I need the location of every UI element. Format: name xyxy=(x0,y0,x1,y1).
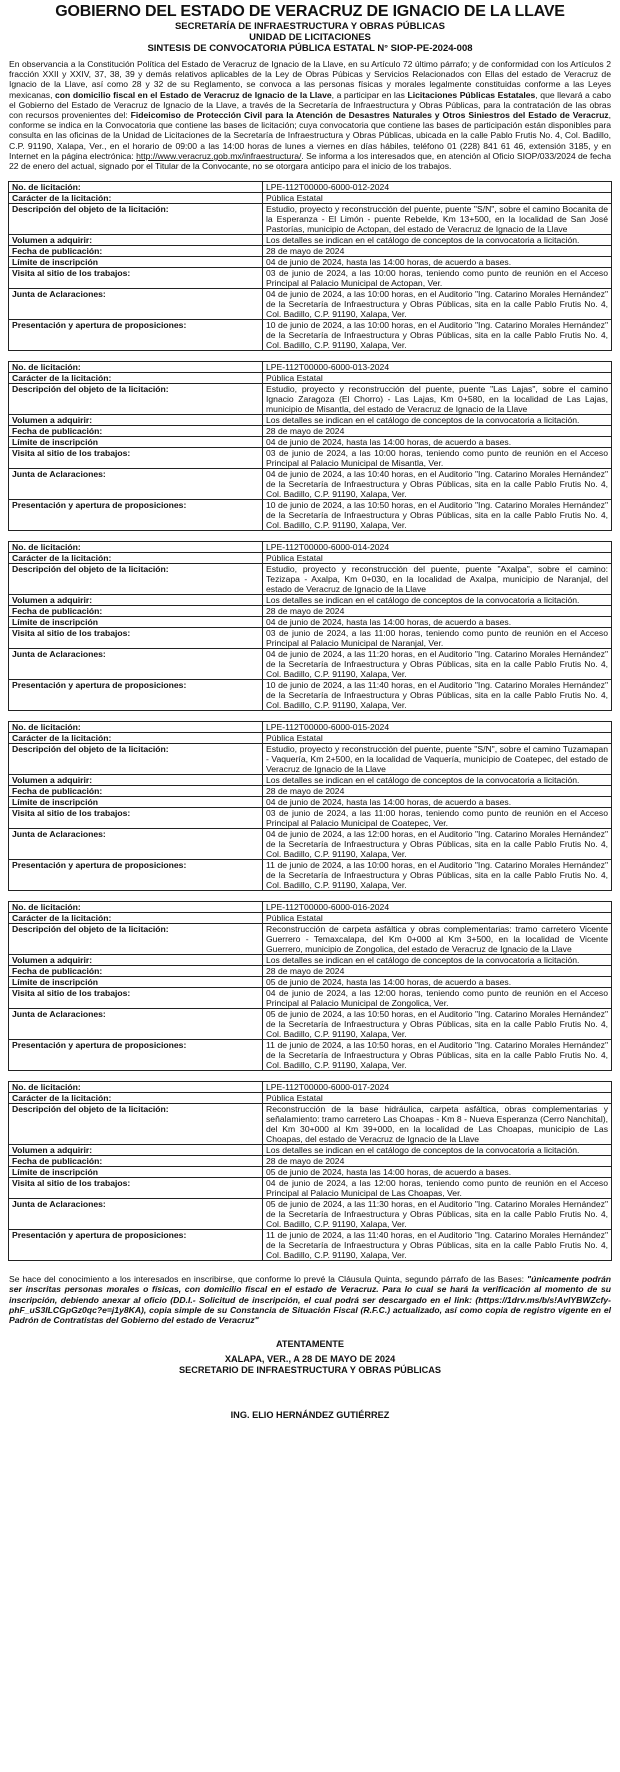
field-label-junta: Junta de Aclaraciones: xyxy=(9,1199,263,1230)
field-label-presentacion: Presentación y apertura de proposiciones: xyxy=(9,320,263,351)
field-label-junta: Junta de Aclaraciones: xyxy=(9,289,263,320)
licitacion-table xyxy=(8,901,612,1071)
intro-bold: Licitaciones Públicas Estatales xyxy=(407,89,536,100)
table-row xyxy=(9,1009,612,1040)
infraestructura-link[interactable]: http://www.veracruz.gob.mx/infraestructura/ xyxy=(136,150,302,161)
field-label-junta: Junta de Aclaraciones: xyxy=(9,649,263,680)
licitacion-table xyxy=(8,1081,612,1261)
field-label-caracter: Carácter de la licitación: xyxy=(9,913,263,924)
field-value-volumen: Los detalles se indican en el catálogo de conceptos de la convocatoria a licitación. xyxy=(263,955,612,966)
intro-text: En observancia a la Constitución Política del Estado de Veracruz de Ignacio de la Llave, en su Artículo 72 último párrafo; y de conformidad con los Artículos 2 fracción XXII y XXIV, 37, 38, 39 y demás relativos aplicables de la Ley de Obras Púbicas y Servicios Relacionados con Ellas del estado de Veracruz de Ignacio de la Llave, así como 28 y 32 de su Reglamento, se convoca a las personas físicas y morales legalmente constituidas conforme a las Leyes mexicanas, xyxy=(9,59,611,100)
table-row xyxy=(9,362,612,373)
field-value-visita: 03 de junio de 2024, a las 10:00 horas, teniendo como punto de reunión en el Acceso Principal al Palacio Municipal de Misantla, Ver. xyxy=(263,448,612,469)
table-row xyxy=(9,289,612,320)
table-row xyxy=(9,1199,612,1230)
licitacion-table xyxy=(8,541,612,711)
table-row xyxy=(9,1104,612,1145)
table-row xyxy=(9,235,612,246)
secretaria-heading: SECRETARÍA DE INFRAESTRUCTURA Y OBRAS PÚBLICAS xyxy=(174,21,446,32)
table-row xyxy=(9,469,612,500)
closing-text: Se hace del conocimiento a los interesados en inscribirse, que conforme lo prevé la Cláusula Quinta, segundo párrafo de las Bases: xyxy=(9,1274,528,1285)
field-value-caracter: Pública Estatal xyxy=(263,733,612,744)
table-row xyxy=(9,268,612,289)
table-row xyxy=(9,542,612,553)
table-row xyxy=(9,628,612,649)
field-label-presentacion: Presentación y apertura de proposiciones: xyxy=(9,1040,263,1071)
table-row xyxy=(9,829,612,860)
field-value-limite: 04 de junio de 2024, hasta las 14:00 horas, de acuerdo a bases. xyxy=(263,797,612,808)
field-label-caracter: Carácter de la licitación: xyxy=(9,193,263,204)
intro-bold: Fideicomiso de Protección Civil para la Atención de Desastres Naturales y Otros Siniestros del Estado de Veracruz xyxy=(130,110,609,121)
field-value-presentacion: 10 de junio de 2024, a las 10:00 horas, en el Auditorio "Ing. Catarino Morales Hernández" de la Secretaría de Infraestructura y Obras Públicas, sita en la calle Pablo Frutis No. 4, Col. Badillo, C.P. 91190, Xalapa, Ver. xyxy=(263,320,612,351)
field-label-caracter: Carácter de la licitación: xyxy=(9,553,263,564)
signer-title: SECRETARIO DE INFRAESTRUCTURA Y OBRAS PÚBLICAS xyxy=(178,1365,442,1376)
table-row xyxy=(9,1156,612,1167)
field-label-visita: Visita al sitio de los trabajos: xyxy=(9,1178,263,1199)
field-value-limite: 05 de junio de 2024, hasta las 14:00 horas, de acuerdo a bases. xyxy=(263,977,612,988)
intro-paragraph xyxy=(9,59,611,171)
field-value-visita: 04 de junio de 2024, a las 12:00 horas, teniendo como punto de reunión en el Acceso Principal al Palacio Municipal de Zongolica, Ver. xyxy=(263,988,612,1009)
field-label-junta: Junta de Aclaraciones: xyxy=(9,1009,263,1040)
field-value-descripcion: Reconstrucción de la base hidráulica, carpeta asfáltica, obras complementarias y señalamiento: tramo carretero Las Choapas - Km 8 - Nueva Esperanza (Cerro Nanchital), del Km 30+000 al Km 39+000, en la localidad de Las Choapas, municipio de Las Choapas, del estado de Veracruz de Ignacio de la Llave xyxy=(263,1104,612,1145)
field-label-no: No. de licitación: xyxy=(9,902,263,913)
table-row xyxy=(9,426,612,437)
table-row xyxy=(9,902,612,913)
field-value-limite: 04 de junio de 2024, hasta las 14:00 horas, de acuerdo a bases. xyxy=(263,257,612,268)
table-row xyxy=(9,384,612,415)
field-label-descripcion: Descripción del objeto de la licitación: xyxy=(9,204,263,235)
field-label-volumen: Volumen a adquirir: xyxy=(9,955,263,966)
table-row xyxy=(9,1040,612,1071)
table-row xyxy=(9,649,612,680)
field-label-visita: Visita al sitio de los trabajos: xyxy=(9,268,263,289)
field-value-no: LPE-112T00000-6000-014-2024 xyxy=(263,542,612,553)
field-label-limite: Límite de inscripción xyxy=(9,1167,263,1178)
field-value-caracter: Pública Estatal xyxy=(263,913,612,924)
field-value-junta: 04 de junio de 2024, a las 10:00 horas, en el Auditorio "Ing. Catarino Morales Hernández" de la Secretaría de Infraestructura y Obras Públicas, sita en la calle Pablo Frutis No. 4, Col. Badillo, C.P. 91190, Xalapa, Ver. xyxy=(263,289,612,320)
table-row xyxy=(9,204,612,235)
field-label-descripcion: Descripción del objeto de la licitación: xyxy=(9,564,263,595)
licitacion-table xyxy=(8,721,612,891)
table-row xyxy=(9,860,612,891)
field-value-presentacion: 10 de junio de 2024, a las 10:50 horas, en el Auditorio "Ing. Catarino Morales Hernández" de la Secretaría de Infraestructura y Obras Públicas, sita en la calle Pablo Frutis No. 4, Col. Badillo, C.P. 91190, Xalapa, Ver. xyxy=(263,500,612,531)
field-value-caracter: Pública Estatal xyxy=(263,193,612,204)
field-value-volumen: Los detalles se indican en el catálogo de conceptos de la convocatoria a licitación. xyxy=(263,415,612,426)
field-label-fecha: Fecha de publicación: xyxy=(9,426,263,437)
field-label-visita: Visita al sitio de los trabajos: xyxy=(9,628,263,649)
table-row xyxy=(9,988,612,1009)
licitacion-table xyxy=(8,361,612,531)
field-label-volumen: Volumen a adquirir: xyxy=(9,235,263,246)
intro-text: , que llevará a cabo el Gobierno del Estado de Veracruz de Ignacio de la Llave, a través de la Secretaría de Infraestructura y Obras Públicas, para la contratación de las obras con recursos provenientes del: xyxy=(9,89,612,121)
field-value-fecha: 28 de mayo de 2024 xyxy=(263,1156,612,1167)
field-value-volumen: Los detalles se indican en el catálogo de conceptos de la convocatoria a licitación. xyxy=(263,595,612,606)
field-value-limite: 04 de junio de 2024, hasta las 14:00 horas, de acuerdo a bases. xyxy=(263,617,612,628)
field-value-limite: 05 de junio de 2024, hasta las 14:00 horas, de acuerdo a bases. xyxy=(263,1167,612,1178)
field-label-volumen: Volumen a adquirir: xyxy=(9,595,263,606)
field-value-no: LPE-112T00000-6000-013-2024 xyxy=(263,362,612,373)
table-row xyxy=(9,1178,612,1199)
table-row xyxy=(9,606,612,617)
table-row xyxy=(9,1093,612,1104)
intro-text: . Se informa a los interesados que, en atención al Oficio SIOP/033/2024 de fecha 22 de enero del actual, signado por el Titular de la Convocante, no se otorgara anticipo para el inicio de los trabajos. xyxy=(9,150,611,172)
field-value-visita: 04 de junio de 2024, a las 12:00 horas, teniendo como punto de reunión en el Acceso Principal al Palacio Municipal de Las Choapas, Ver. xyxy=(263,1178,612,1199)
field-label-limite: Límite de inscripción xyxy=(9,257,263,268)
table-row xyxy=(9,775,612,786)
field-label-volumen: Volumen a adquirir: xyxy=(9,415,263,426)
table-row xyxy=(9,373,612,384)
closing-quote: "únicamente podrán ser inscritas personas morales o físicas, con domicilio fiscal en el estado de Veracruz. Para lo cual se hará la verificación al momento de su inscripción, debiendo anexar al oficio (DD.I.- Solicitud de inscripción, el cual podrá ser descargado en el link: (https://1drv.ms/b/s!AvIYBWZcfy-phF_uS3lLCGpGz0qc?e=j1y8KA), copia simple de su Constancia de Situación Fiscal (R.F.C.) actualizado, así como copia de registro vigente en el Padrón de Contratistas del Gobierno del estado de Veracruz" xyxy=(9,1274,611,1326)
field-value-fecha: 28 de mayo de 2024 xyxy=(263,966,612,977)
field-value-descripcion: Estudio, proyecto y reconstrucción del puente, puente "S/N", sobre el camino Bocanita de la Esperanza - El Limón - puente Rebelde, Km 13+500, en la localidad de San José Pastorías, municipio de Actopan, del estado de Veracruz de Ignacio de la Llave xyxy=(263,204,612,235)
field-value-presentacion: 11 de junio de 2024, a las 10:50 horas, en el Auditorio "Ing. Catarino Morales Hernández" de la Secretaría de Infraestructura y Obras Públicas, sita en la calle Pablo Frutis No. 4, Col. Badillo, C.P. 91190, Xalapa, Ver. xyxy=(263,1040,612,1071)
field-label-no: No. de licitación: xyxy=(9,182,263,193)
table-row xyxy=(9,1082,612,1093)
field-label-fecha: Fecha de publicación: xyxy=(9,966,263,977)
table-row xyxy=(9,1145,612,1156)
field-value-volumen: Los detalles se indican en el catálogo de conceptos de la convocatoria a licitación. xyxy=(263,775,612,786)
licitacion-table xyxy=(8,181,612,351)
field-label-fecha: Fecha de publicación: xyxy=(9,606,263,617)
table-row xyxy=(9,182,612,193)
table-row xyxy=(9,595,612,606)
field-value-no: LPE-112T00000-6000-015-2024 xyxy=(263,722,612,733)
field-value-volumen: Los detalles se indican en el catálogo de conceptos de la convocatoria a licitación. xyxy=(263,235,612,246)
field-label-limite: Límite de inscripción xyxy=(9,977,263,988)
field-label-descripcion: Descripción del objeto de la licitación: xyxy=(9,1104,263,1145)
field-label-presentacion: Presentación y apertura de proposiciones: xyxy=(9,680,263,711)
field-value-junta: 05 de junio de 2024, a las 10:50 horas, en el Auditorio "Ing. Catarino Morales Hernández" de la Secretaría de Infraestructura y Obras Públicas, sita en la calle Pablo Frutis No. 4, Col. Badillo, C.P. 91190, Xalapa, Ver. xyxy=(263,1009,612,1040)
field-label-descripcion: Descripción del objeto de la licitación: xyxy=(9,924,263,955)
field-label-visita: Visita al sitio de los trabajos: xyxy=(9,448,263,469)
field-value-visita: 03 de junio de 2024, a las 10:00 horas, teniendo como punto de reunión en el Acceso Principal al Palacio Municipal de Actopan, Ver. xyxy=(263,268,612,289)
field-value-fecha: 28 de mayo de 2024 xyxy=(263,786,612,797)
field-value-visita: 03 de junio de 2024, a las 11:00 horas, teniendo como punto de reunión en el Acceso Principal al Palacio Municipal de Coatepec, Ver. xyxy=(263,808,612,829)
field-label-no: No. de licitación: xyxy=(9,362,263,373)
table-row xyxy=(9,320,612,351)
field-value-junta: 04 de junio de 2024, a las 10:40 horas, en el Auditorio "Ing. Catarino Morales Hernández" de la Secretaría de Infraestructura y Obras Públicas, sita en la calle Pablo Frutis No. 4, Col. Badillo, C.P. 91190, Xalapa, Ver. xyxy=(263,469,612,500)
table-row xyxy=(9,797,612,808)
field-label-volumen: Volumen a adquirir: xyxy=(9,1145,263,1156)
table-row xyxy=(9,680,612,711)
field-value-descripcion: Estudio, proyecto y reconstrucción del puente, puente "Las Lajas", sobre el camino Ignacio Zaragoza (El Chorro) - Las Lajas, Km 0+580, en la localidad de Las Lajas, municipio de Misantla, del estado de Veracruz de Ignacio de la Llave xyxy=(263,384,612,415)
table-row xyxy=(9,500,612,531)
field-value-fecha: 28 de mayo de 2024 xyxy=(263,606,612,617)
field-value-descripcion: Reconstrucción de carpeta asfáltica y obras complementarias: tramo carretero Vicente Guerrero - Temaxcalapa, del Km 0+000 al Km 3+500, en la localidad de Vicente Guerrero, municipio de Zongolica, del estado de Veracruz de Ignacio de la Llave xyxy=(263,924,612,955)
table-row xyxy=(9,257,612,268)
intro-text: , a participar en las xyxy=(331,89,408,100)
table-row xyxy=(9,564,612,595)
field-label-no: No. de licitación: xyxy=(9,542,263,553)
field-label-visita: Visita al sitio de los trabajos: xyxy=(9,808,263,829)
table-row xyxy=(9,722,612,733)
field-label-presentacion: Presentación y apertura de proposiciones: xyxy=(9,1230,263,1261)
table-row xyxy=(9,786,612,797)
field-label-fecha: Fecha de publicación: xyxy=(9,1156,263,1167)
intro-text: , conforme se indica en la Convocatoria que contiene las bases de licitación; cuya convocatoria que contiene las bases de participación están disponibles para consulta en las oficinas de la Unidad de Licitaciones de la Secretaría de Infraestructura y Obras Públicas, ubicada en la calle Pablo Frutis No. 4, Col. Badillo, C.P. 91190, Xalapa, Ver., en el horario de 09:00 a las 14:00 horas de lunes a viernes en días hábiles, teléfono 01 (228) 841 61 46, extensión 3185, y en Internet en la página electrónica: xyxy=(9,110,611,161)
table-row xyxy=(9,193,612,204)
field-value-caracter: Pública Estatal xyxy=(263,553,612,564)
field-value-limite: 04 de junio de 2024, hasta las 14:00 horas, de acuerdo a bases. xyxy=(263,437,612,448)
field-value-caracter: Pública Estatal xyxy=(263,373,612,384)
field-value-volumen: Los detalles se indican en el catálogo de conceptos de la convocatoria a licitación. xyxy=(263,1145,612,1156)
table-row xyxy=(9,1167,612,1178)
field-value-descripcion: Estudio, proyecto y reconstrucción del puente, puente "S/N", sobre el camino Tuzamapan - Vaquería, Km 2+500, en la localidad de Vaquería, municipio de Coatepec, del estado de Veracruz de Ignacio de la Llave xyxy=(263,744,612,775)
field-value-junta: 04 de junio de 2024, a las 12:00 horas, en el Auditorio "Ing. Catarino Morales Hernández" de la Secretaría de Infraestructura y Obras Públicas, sita en la calle Pablo Frutis No. 4, Col. Badillo, C.P. 91190, Xalapa, Ver. xyxy=(263,829,612,860)
closing-paragraph xyxy=(9,1274,611,1325)
field-label-fecha: Fecha de publicación: xyxy=(9,246,263,257)
table-row xyxy=(9,448,612,469)
signer-name: ING. ELIO HERNÁNDEZ GUTIÉRREZ xyxy=(230,1410,390,1421)
field-value-visita: 03 de junio de 2024, a las 11:00 horas, teniendo como punto de reunión en el Acceso Principal al Palacio Municipal de Naranjal, Ver. xyxy=(263,628,612,649)
field-label-visita: Visita al sitio de los trabajos: xyxy=(9,988,263,1009)
table-row xyxy=(9,955,612,966)
table-row xyxy=(9,924,612,955)
field-label-fecha: Fecha de publicación: xyxy=(9,786,263,797)
unidad-heading: UNIDAD DE LICITACIONES xyxy=(249,32,371,43)
table-row xyxy=(9,553,612,564)
field-value-fecha: 28 de mayo de 2024 xyxy=(263,426,612,437)
field-label-descripcion: Descripción del objeto de la licitación: xyxy=(9,744,263,775)
table-row xyxy=(9,415,612,426)
licitaciones-list xyxy=(8,181,612,1261)
field-value-descripcion: Estudio, proyecto y reconstrucción del puente, puente "Axalpa", sobre el camino: Tezizapa - Axalpa, Km 0+030, en la localidad de Axalpa, municipio de Naranjal, del estado de Veracruz de Ignacio de la Llave xyxy=(263,564,612,595)
field-value-junta: 04 de junio de 2024, a las 11:20 horas, en el Auditorio "Ing. Catarino Morales Hernández" de la Secretaría de Infraestructura y Obras Públicas, sita en la calle Pablo Frutis No. 4, Col. Badillo, C.P. 91190, Xalapa, Ver. xyxy=(263,649,612,680)
field-label-presentacion: Presentación y apertura de proposiciones: xyxy=(9,860,263,891)
field-label-caracter: Carácter de la licitación: xyxy=(9,373,263,384)
document-title: GOBIERNO DEL ESTADO DE VERACRUZ DE IGNACIO DE LA LLAVE xyxy=(55,3,565,20)
field-label-junta: Junta de Aclaraciones: xyxy=(9,829,263,860)
field-label-caracter: Carácter de la licitación: xyxy=(9,1093,263,1104)
field-value-presentacion: 11 de junio de 2024, a las 10:00 horas, en el Auditorio "Ing. Catarino Morales Hernández" de la Secretaría de Infraestructura y Obras Públicas, sita en la calle Pablo Frutis No. 4, Col. Badillo, C.P. 91190, Xalapa, Ver. xyxy=(263,860,612,891)
field-label-descripcion: Descripción del objeto de la licitación: xyxy=(9,384,263,415)
field-label-volumen: Volumen a adquirir: xyxy=(9,775,263,786)
field-label-no: No. de licitación: xyxy=(9,1082,263,1093)
field-value-junta: 05 de junio de 2024, a las 11:30 horas, en el Auditorio "Ing. Catarino Morales Hernández" de la Secretaría de Infraestructura y Obras Públicas, sita en la calle Pablo Frutis No. 4, Col. Badillo, C.P. 91190, Xalapa, Ver. xyxy=(263,1199,612,1230)
table-row xyxy=(9,246,612,257)
atentamente: ATENTAMENTE xyxy=(275,1339,345,1350)
field-value-no: LPE-112T00000-6000-016-2024 xyxy=(263,902,612,913)
place-date: XALAPA, VER., A 28 DE MAYO DE 2024 xyxy=(224,1354,396,1365)
field-value-caracter: Pública Estatal xyxy=(263,1093,612,1104)
table-row xyxy=(9,913,612,924)
table-row xyxy=(9,808,612,829)
table-row xyxy=(9,966,612,977)
field-label-limite: Límite de inscripción xyxy=(9,617,263,628)
table-row xyxy=(9,977,612,988)
field-value-no: LPE-112T00000-6000-017-2024 xyxy=(263,1082,612,1093)
field-label-no: No. de licitación: xyxy=(9,722,263,733)
field-value-presentacion: 11 de junio de 2024, a las 11:40 horas, en el Auditorio "Ing. Catarino Morales Hernández" de la Secretaría de Infraestructura y Obras Públicas, sita en la calle Pablo Frutis No. 4, Col. Badillo, C.P. 91190, Xalapa, Ver. xyxy=(263,1230,612,1261)
field-label-presentacion: Presentación y apertura de proposiciones: xyxy=(9,500,263,531)
intro-bold: con domicilio fiscal en el Estado de Veracruz de Ignacio de la Llave xyxy=(55,89,332,100)
field-value-presentacion: 10 de junio de 2024, a las 11:40 horas, en el Auditorio "Ing. Catarino Morales Hernández" de la Secretaría de Infraestructura y Obras Públicas, sita en la calle Pablo Frutis No. 4, Col. Badillo, C.P. 91190, Xalapa, Ver. xyxy=(263,680,612,711)
field-label-junta: Junta de Aclaraciones: xyxy=(9,469,263,500)
table-row xyxy=(9,744,612,775)
field-label-caracter: Carácter de la licitación: xyxy=(9,733,263,744)
field-label-limite: Límite de inscripción xyxy=(9,437,263,448)
convocatoria-heading: SINTESIS DE CONVOCATORIA PÚBLICA ESTATAL N° SIOP-PE-2024-008 xyxy=(147,43,473,54)
table-row xyxy=(9,1230,612,1261)
field-label-limite: Límite de inscripción xyxy=(9,797,263,808)
field-value-no: LPE-112T00000-6000-012-2024 xyxy=(263,182,612,193)
table-row xyxy=(9,733,612,744)
field-value-fecha: 28 de mayo de 2024 xyxy=(263,246,612,257)
table-row xyxy=(9,617,612,628)
table-row xyxy=(9,437,612,448)
